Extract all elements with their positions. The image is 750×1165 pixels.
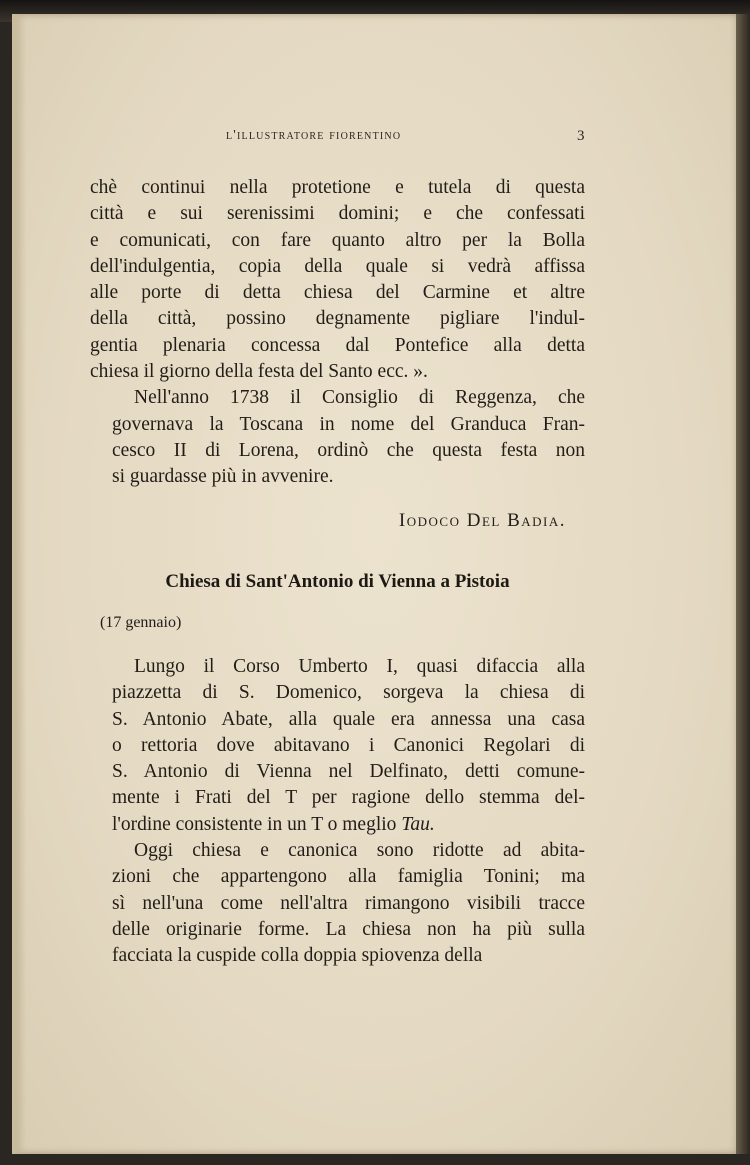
text-line: chè continui nella protetione e tutela di questa [90, 177, 585, 198]
text-line: zioni che appartengono alla famiglia Tonini; ma [112, 866, 585, 888]
paragraph [90, 385, 585, 490]
text-line: S. Antonio di Vienna nel Delfinato, detti comune- [112, 761, 585, 783]
text-line: mente i Frati del T per ragione dello stemma del- [112, 787, 585, 809]
text-line: gentia plenaria concessa dal Pontefice alla detta [90, 334, 585, 356]
book-edge-shadow [736, 14, 750, 1154]
text-line: Nell'anno 1738 il Consiglio di Reggenza, che [134, 387, 585, 409]
text-line: o rettoria dove abitavano i Canonici Regolari di [112, 734, 585, 756]
page-gutter-shadow [12, 14, 26, 1154]
text-line: della città, possino degnamente pigliare l'indul- [90, 308, 585, 330]
text-line: piazzetta di S. Domenico, sorgeva la chiesa di [112, 682, 585, 704]
text-line: sì nell'una come nell'altra rimangono visibili tracce [112, 892, 585, 914]
section-title: Chiesa di Sant'Antonio di Vienna a Pistoia [165, 571, 510, 592]
text-line: si guardasse più in avvenire. [112, 466, 334, 488]
paragraph [90, 654, 585, 838]
text-line: Lungo il Corso Umberto I, quasi difaccia alla [134, 656, 585, 677]
running-title: l'illustratore fiorentino [226, 128, 402, 143]
text-line: dell'indulgentia, copia della quale si vedrà affissa [90, 255, 585, 277]
body-text-top [90, 175, 585, 491]
running-header [226, 128, 586, 144]
text-line: e comunicati, con fare quanto altro per la Bolla [90, 229, 585, 251]
text-line: l'ordine consistente in un T o meglio Tau. [112, 813, 435, 835]
text-line: facciata la cuspide colla doppia spiovenza della [112, 945, 483, 967]
page-number: 3 [577, 128, 586, 144]
author-signature: Iodoco Del Badia. [398, 510, 566, 531]
paragraph [90, 175, 585, 385]
body-text-bottom [90, 654, 585, 970]
section-date-note: (17 gennaio) [100, 614, 182, 631]
text-line: città e sui serenissimi domini; e che confessati [90, 203, 585, 225]
paragraph [90, 838, 585, 969]
text-line: S. Antonio Abate, alla quale era annessa una casa [112, 708, 585, 730]
text-line: Oggi chiesa e canonica sono ridotte ad abita- [134, 840, 585, 862]
text-line: cesco II di Lorena, ordinò che questa festa non [112, 439, 585, 461]
text-line: alle porte di detta chiesa del Carmine et altre [90, 282, 585, 304]
text-line: chiesa il giorno della festa del Santo ecc. ». [90, 361, 428, 383]
text-line: governava la Toscana in nome del Granduca Fran- [112, 413, 585, 435]
text-line: delle originarie forme. La chiesa non ha più sulla [112, 918, 585, 940]
